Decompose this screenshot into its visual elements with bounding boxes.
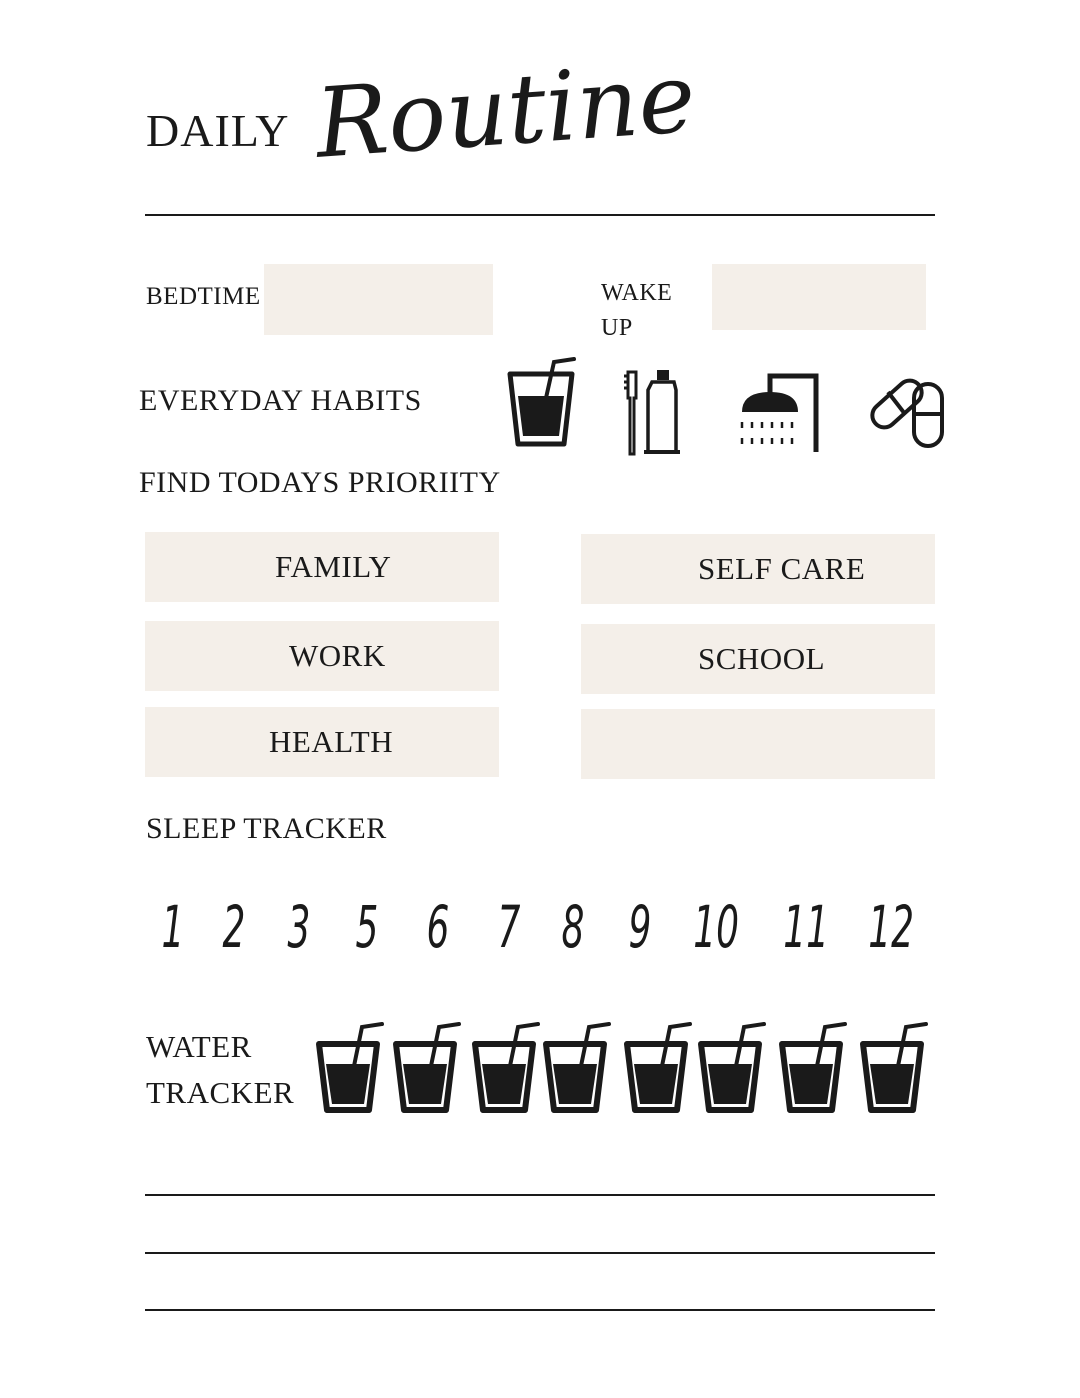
water-glass-5[interactable] <box>624 1022 692 1114</box>
priority-health[interactable]: HEALTH <box>145 707 499 777</box>
title-daily: DAILY <box>146 105 290 156</box>
bedtime-field[interactable] <box>264 264 493 335</box>
water-glass-1[interactable] <box>316 1022 384 1114</box>
water-glass-7[interactable] <box>779 1022 847 1114</box>
bedtime-label: BEDTIME <box>146 283 261 310</box>
note-line-1 <box>145 1194 935 1196</box>
note-line-3 <box>145 1309 935 1311</box>
wake-up-field[interactable] <box>712 264 926 330</box>
sleep-tracker-label: SLEEP TRACKER <box>146 812 387 845</box>
priority-work[interactable]: WORK <box>145 621 499 691</box>
water-glass-icon[interactable] <box>506 356 578 448</box>
sleep-hour-11[interactable]: 11 <box>783 893 830 961</box>
title-underline <box>145 214 935 216</box>
water-glass-8[interactable] <box>860 1022 928 1114</box>
water-label-line2: TRACKER <box>146 1075 295 1110</box>
sleep-hour-12[interactable]: 12 <box>868 893 915 961</box>
sleep-hour-5[interactable]: 5 <box>355 893 379 961</box>
sleep-hour-8[interactable]: 8 <box>561 893 585 961</box>
water-glass-2[interactable] <box>393 1022 461 1114</box>
sleep-hour-7[interactable]: 7 <box>497 893 521 961</box>
everyday-habits-label: EVERYDAY HABITS <box>139 384 422 417</box>
water-glass-6[interactable] <box>698 1022 766 1114</box>
water-label-line1: WATER <box>146 1029 252 1064</box>
sleep-hour-2[interactable]: 2 <box>222 893 246 961</box>
sleep-hour-10[interactable]: 10 <box>693 893 740 961</box>
toothbrush-icon[interactable] <box>622 368 684 456</box>
wake-up-label <box>601 276 672 346</box>
priority-school[interactable]: SCHOOL <box>581 624 935 694</box>
water-tracker-label <box>146 1024 294 1116</box>
wake-label-line1: WAKE <box>601 280 673 306</box>
water-glass-3[interactable] <box>472 1022 540 1114</box>
priority-family[interactable]: FAMILY <box>145 532 499 602</box>
shower-icon[interactable] <box>736 372 822 454</box>
priority-empty[interactable] <box>581 709 935 779</box>
sleep-hour-6[interactable]: 6 <box>426 893 450 961</box>
note-line-2 <box>145 1252 935 1254</box>
sleep-hour-9[interactable]: 9 <box>628 893 652 961</box>
sleep-hour-3[interactable]: 3 <box>287 893 311 961</box>
priorities-label: FIND TODAYS PRIORIITY <box>139 466 501 499</box>
pills-icon[interactable] <box>866 372 948 450</box>
priority-self-care[interactable]: SELF CARE <box>581 534 935 604</box>
water-glass-4[interactable] <box>543 1022 611 1114</box>
title-routine: Routine <box>312 41 699 180</box>
wake-label-line2: UP <box>601 315 633 341</box>
sleep-hour-1[interactable]: 1 <box>161 893 185 961</box>
